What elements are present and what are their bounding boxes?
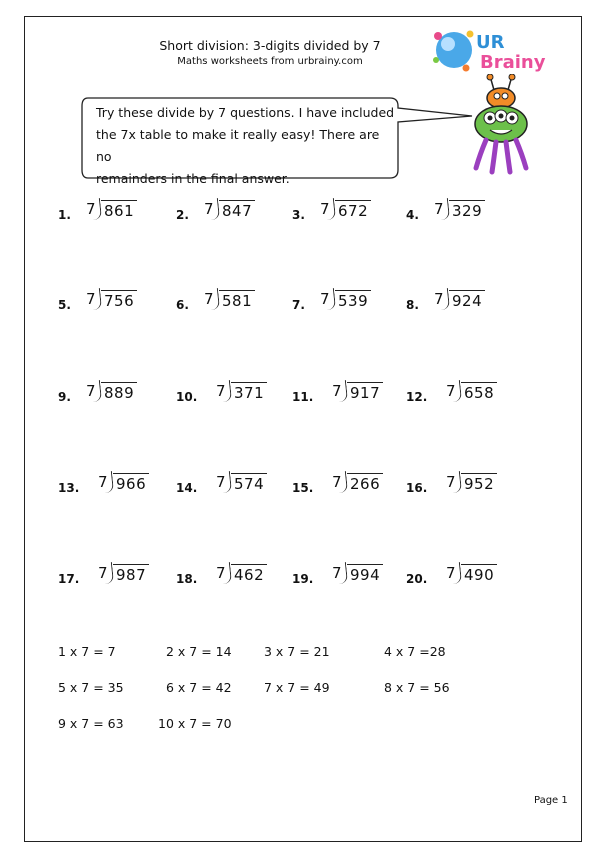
- question-number: 17.: [58, 572, 80, 586]
- question-number: 3.: [292, 208, 305, 222]
- divisor: 7: [216, 382, 226, 400]
- times-fact: 6 x 7 = 42: [166, 680, 232, 695]
- divisor: 7: [216, 564, 226, 582]
- divisor: 7: [332, 473, 342, 491]
- question-number: 19.: [292, 572, 314, 586]
- question-number: 16.: [406, 481, 428, 495]
- question-number: 14.: [176, 481, 198, 495]
- divisor: 7: [434, 290, 444, 308]
- divisor: 7: [86, 200, 96, 218]
- question-number: 8.: [406, 298, 419, 312]
- question-number: 12.: [406, 390, 428, 404]
- divisor: 7: [204, 290, 214, 308]
- dividend: 581: [219, 290, 255, 311]
- dividend: 987: [113, 564, 149, 585]
- question-number: 11.: [292, 390, 314, 404]
- logo-brain-highlight: [441, 37, 455, 51]
- dividend: 994: [347, 564, 383, 585]
- divisor: 7: [86, 290, 96, 308]
- dividend: 756: [101, 290, 137, 311]
- page-number: Page 1: [534, 795, 568, 806]
- dividend: 847: [219, 200, 255, 221]
- dividend: 329: [449, 200, 485, 221]
- dividend: 672: [335, 200, 371, 221]
- times-fact: 7 x 7 = 49: [264, 680, 330, 695]
- speech-bubble-text: [96, 102, 396, 190]
- dividend: 266: [347, 473, 383, 494]
- question-number: 9.: [58, 390, 71, 404]
- page-subtitle: Maths worksheets from urbrainy.com: [177, 56, 363, 67]
- dividend: 861: [101, 200, 137, 221]
- times-fact: 1 x 7 = 7: [58, 644, 116, 659]
- divisor: 7: [446, 473, 456, 491]
- dividend: 924: [449, 290, 485, 311]
- divisor: 7: [320, 290, 330, 308]
- divisor: 7: [216, 473, 226, 491]
- times-fact: 10 x 7 = 70: [158, 716, 232, 731]
- bubble-line: the 7x table to make it really easy! There are no: [96, 127, 380, 164]
- divisor: 7: [332, 564, 342, 582]
- question-number: 13.: [58, 481, 80, 495]
- logo-brainy-text: Brainy: [480, 52, 546, 73]
- divisor: 7: [446, 564, 456, 582]
- dividend: 539: [335, 290, 371, 311]
- dividend: 889: [101, 382, 137, 403]
- dividend: 574: [231, 473, 267, 494]
- dividend: 966: [113, 473, 149, 494]
- dividend: 371: [231, 382, 267, 403]
- divisor: 7: [204, 200, 214, 218]
- page-title: Short division: 3-digits divided by 7: [159, 38, 381, 53]
- question-number: 4.: [406, 208, 419, 222]
- times-fact: 4 x 7 =28: [384, 644, 446, 659]
- times-fact: 5 x 7 = 35: [58, 680, 124, 695]
- divisor: 7: [332, 382, 342, 400]
- logo-ur-text: UR: [476, 32, 505, 53]
- divisor: 7: [434, 200, 444, 218]
- divisor: 7: [98, 473, 108, 491]
- times-fact: 9 x 7 = 63: [58, 716, 124, 731]
- bubble-line: Try these divide by 7 questions. I have included: [96, 105, 395, 120]
- dividend: 462: [231, 564, 267, 585]
- dividend: 490: [461, 564, 497, 585]
- divisor: 7: [86, 382, 96, 400]
- question-number: 10.: [176, 390, 198, 404]
- question-number: 1.: [58, 208, 71, 222]
- divisor: 7: [98, 564, 108, 582]
- urbrainy-logo: [432, 26, 552, 78]
- question-number: 6.: [176, 298, 189, 312]
- divisor: 7: [446, 382, 456, 400]
- question-number: 15.: [292, 481, 314, 495]
- times-fact: 3 x 7 = 21: [264, 644, 330, 659]
- divisor: 7: [320, 200, 330, 218]
- question-number: 7.: [292, 298, 305, 312]
- question-number: 18.: [176, 572, 198, 586]
- dividend: 952: [461, 473, 497, 494]
- times-fact: 8 x 7 = 56: [384, 680, 450, 695]
- question-number: 20.: [406, 572, 428, 586]
- question-number: 5.: [58, 298, 71, 312]
- question-number: 2.: [176, 208, 189, 222]
- times-fact: 2 x 7 = 14: [166, 644, 232, 659]
- bubble-line: remainders in the final answer.: [96, 171, 290, 186]
- dividend: 917: [347, 382, 383, 403]
- dividend: 658: [461, 382, 497, 403]
